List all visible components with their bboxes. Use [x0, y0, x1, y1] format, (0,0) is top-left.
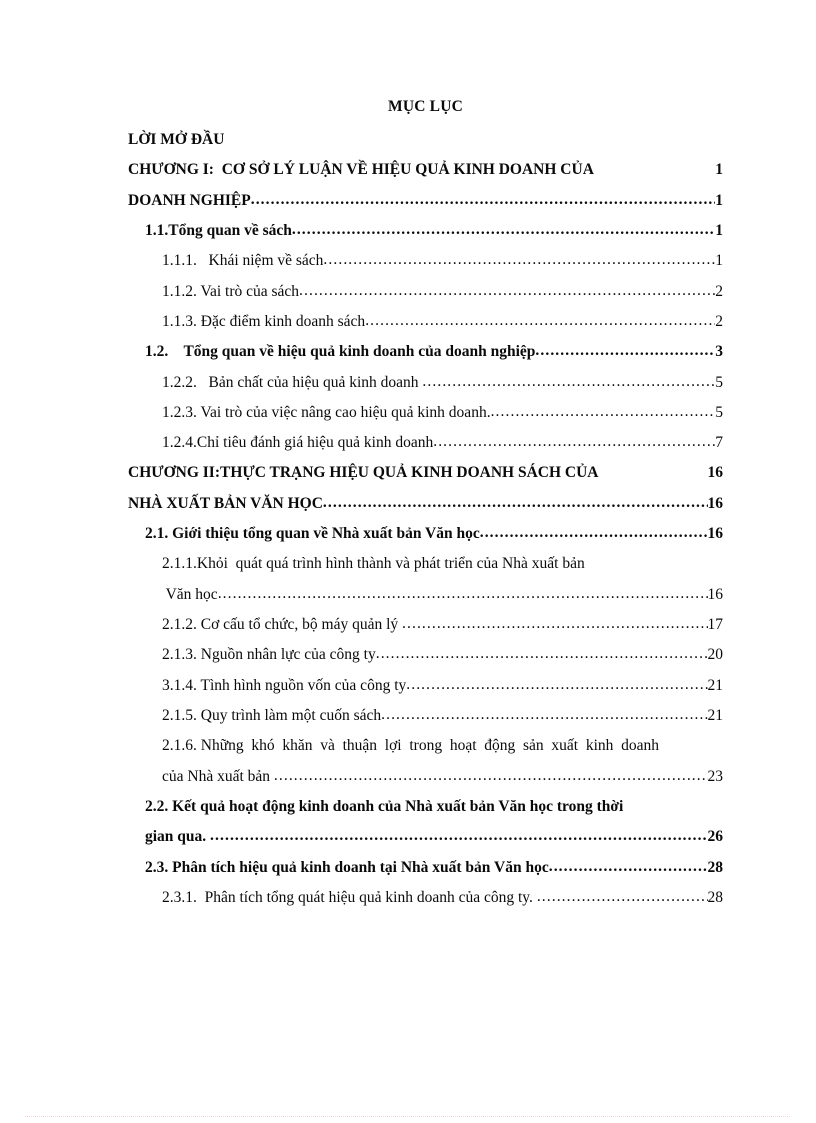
toc-entry-row	[162, 768, 723, 786]
toc-entry-page-number: 7	[715, 434, 723, 452]
toc-entry[interactable]	[128, 495, 723, 513]
toc-entry[interactable]	[162, 404, 723, 422]
toc-entry-page-number: 2	[715, 312, 723, 330]
toc-entry-label: 2.3.1. Phân tích tổng quát hiệu quả kinh doanh của công ty.	[162, 888, 537, 906]
toc-entry-row	[145, 859, 723, 877]
toc-leader-dots	[381, 706, 707, 724]
toc-entry-label: 1.2.3. Vai trò của việc nâng cao hiệu quả kinh doanh.	[162, 403, 491, 421]
toc-entry-page-number: 5	[715, 403, 723, 421]
toc-entry-row	[162, 313, 723, 331]
toc-entry[interactable]	[128, 161, 723, 179]
toc-entry-label: 2.1.6. Những khó khăn và thuận lợi trong hoạt động sản xuất kinh doanh	[162, 737, 660, 755]
toc-entry-row	[128, 464, 723, 482]
toc-entry-row	[145, 828, 723, 846]
toc-entry[interactable]	[162, 555, 723, 573]
toc-entry-row	[145, 798, 723, 816]
toc-entry[interactable]	[162, 889, 723, 907]
toc-entry-page-number: 1	[715, 252, 723, 270]
toc-entry-page-number: 2	[715, 282, 723, 300]
toc-entry-row	[162, 434, 723, 452]
toc-entry-page-number: 21	[707, 706, 723, 724]
toc-entry-row	[162, 586, 723, 604]
toc-entry-row	[145, 222, 723, 240]
toc-entry-row	[162, 374, 723, 392]
toc-entry-row	[162, 616, 723, 634]
toc-entry-row	[162, 707, 723, 725]
toc-list	[128, 131, 723, 907]
toc-entry-label: 3.1.4. Tình hình nguồn vốn của công ty	[162, 676, 407, 694]
toc-entry-row	[162, 252, 723, 270]
toc-entry[interactable]	[128, 464, 723, 482]
toc-entry-label: 2.1. Giới thiệu tổng quan về Nhà xuất bản Văn học	[145, 525, 480, 543]
toc-entry-label: 2.1.2. Cơ cấu tổ chức, bộ máy quản lý	[162, 616, 403, 634]
toc-entry-page-number: 16	[707, 464, 723, 482]
toc-entry-label: Văn học	[162, 585, 218, 603]
toc-entry-row	[128, 131, 723, 149]
toc-entry-label: 1.1.3. Đặc điểm kinh doanh sách	[162, 312, 366, 330]
toc-entry[interactable]	[162, 677, 723, 695]
toc-entry-label: CHƯƠNG II:THỰC TRẠNG HIỆU QUẢ KINH DOANH SÁCH CỦA	[128, 464, 599, 482]
toc-entry-label: 1.1.1. Khái niệm về sách	[162, 252, 324, 270]
toc-leader-dots	[376, 645, 708, 663]
toc-entry-row	[128, 192, 723, 210]
toc-entry-label: gian qua.	[145, 828, 211, 846]
toc-entry-page-number: 28	[707, 858, 723, 876]
toc-entry[interactable]	[145, 222, 723, 240]
toc-entry-label: 1.1.2. Vai trò của sách	[162, 282, 300, 300]
toc-entry[interactable]	[162, 768, 723, 786]
toc-entry[interactable]	[162, 737, 723, 755]
toc-entry-label: 1.2.4.Chỉ tiêu đánh giá hiệu quả kinh doanh	[162, 434, 434, 452]
toc-entry-label: LỜI MỞ ĐẦU	[128, 131, 225, 149]
toc-entry-page-number: 16	[707, 494, 723, 512]
toc-entry-row	[162, 889, 723, 907]
toc-entry[interactable]	[145, 343, 723, 361]
toc-entry[interactable]	[162, 434, 723, 452]
toc-entry-label: CHƯƠNG I: CƠ SỞ LÝ LUẬN VỀ HIỆU QUẢ KINH DOANH CỦA	[128, 161, 594, 179]
toc-entry-page-number: 1	[715, 161, 723, 179]
toc-entry-label: 2.3. Phân tích hiệu quả kinh doanh tại Nhà xuất bản Văn học	[145, 858, 549, 876]
toc-leader-dots	[210, 827, 707, 845]
toc-leader-dots	[537, 888, 708, 906]
toc-leader-dots	[491, 403, 716, 421]
toc-entry-page-number: 28	[707, 888, 723, 906]
toc-entry-page-number: 23	[707, 767, 723, 785]
toc-leader-dots	[218, 585, 708, 603]
toc-entry-row	[162, 404, 723, 422]
toc-entry[interactable]	[162, 313, 723, 331]
toc-content	[128, 98, 723, 919]
toc-entry[interactable]	[162, 283, 723, 301]
toc-entry[interactable]	[162, 646, 723, 664]
toc-entry-label: của Nhà xuất bản	[162, 767, 274, 785]
page-title: MỤC LỤC	[387, 98, 464, 115]
toc-entry[interactable]	[128, 192, 723, 210]
toc-entry[interactable]	[162, 586, 723, 604]
toc-entry-label: 2.1.1.Khỏi quát quá trình hình thành và phát triển của Nhà xuất bản	[162, 555, 585, 573]
toc-entry-label: NHÀ XUẤT BẢN VĂN HỌC	[128, 494, 323, 512]
toc-entry-row	[162, 677, 723, 695]
toc-leader-dots	[299, 282, 715, 300]
toc-entry[interactable]	[162, 616, 723, 634]
toc-entry-label: DOANH NGHIỆP	[128, 191, 251, 209]
toc-leader-dots	[422, 373, 715, 391]
toc-leader-dots	[535, 342, 715, 360]
toc-entry[interactable]	[145, 798, 723, 816]
toc-entry-page-number: 20	[707, 646, 723, 664]
toc-entry-label: 2.2. Kết quả hoạt động kinh doanh của Nhà xuất bản Văn học trong thời	[145, 797, 624, 815]
toc-entry-row	[128, 495, 723, 513]
toc-entry-page-number: 17	[707, 616, 723, 634]
toc-leader-dots	[323, 494, 708, 512]
footer-dotted-rule	[25, 1116, 790, 1117]
toc-leader-dots	[323, 251, 715, 269]
toc-entry-page-number: 3	[715, 343, 723, 361]
toc-entry-row	[162, 646, 723, 664]
toc-leader-dots	[480, 524, 708, 542]
toc-entry[interactable]	[162, 707, 723, 725]
toc-entry-row	[162, 283, 723, 301]
toc-leader-dots	[433, 433, 715, 451]
toc-entry-page-number: 1	[715, 191, 723, 209]
toc-entry-page-number: 16	[707, 585, 723, 603]
toc-entry-row	[162, 555, 723, 573]
toc-leader-dots	[274, 767, 708, 785]
toc-entry-page-number: 16	[707, 525, 723, 543]
toc-leader-dots	[406, 676, 707, 694]
toc-entry-label: 1.2. Tổng quan về hiệu quả kinh doanh của doanh nghiệp	[145, 343, 536, 361]
toc-entry-row	[145, 525, 723, 543]
toc-entry-page-number: 5	[715, 373, 723, 391]
toc-entry-row	[128, 161, 723, 179]
toc-entry-label: 1.1.Tổng quan về sách	[145, 221, 292, 239]
toc-entry[interactable]	[162, 252, 723, 270]
toc-entry-row	[145, 343, 723, 361]
toc-entry-label: 1.2.2. Bản chất của hiệu quả kinh doanh	[162, 373, 423, 391]
toc-leader-dots	[292, 221, 715, 239]
toc-entry-label: 2.1.5. Quy trình làm một cuốn sách	[162, 706, 382, 724]
toc-entry[interactable]	[145, 828, 723, 846]
toc-leader-dots	[402, 615, 707, 633]
toc-entry[interactable]	[145, 859, 723, 877]
toc-entry[interactable]	[145, 525, 723, 543]
toc-leader-dots	[549, 858, 708, 876]
toc-entry-page-number: 21	[707, 676, 723, 694]
toc-entry-row	[162, 737, 723, 755]
toc-entry[interactable]	[162, 374, 723, 392]
toc-entry-page-number: 26	[707, 828, 723, 846]
toc-entry-label: 2.1.3. Nguồn nhân lực của công ty	[162, 646, 376, 664]
toc-entry-page-number: 1	[715, 221, 723, 239]
toc-entry[interactable]	[128, 131, 723, 149]
toc-leader-dots	[251, 191, 716, 209]
toc-leader-dots	[365, 312, 715, 330]
